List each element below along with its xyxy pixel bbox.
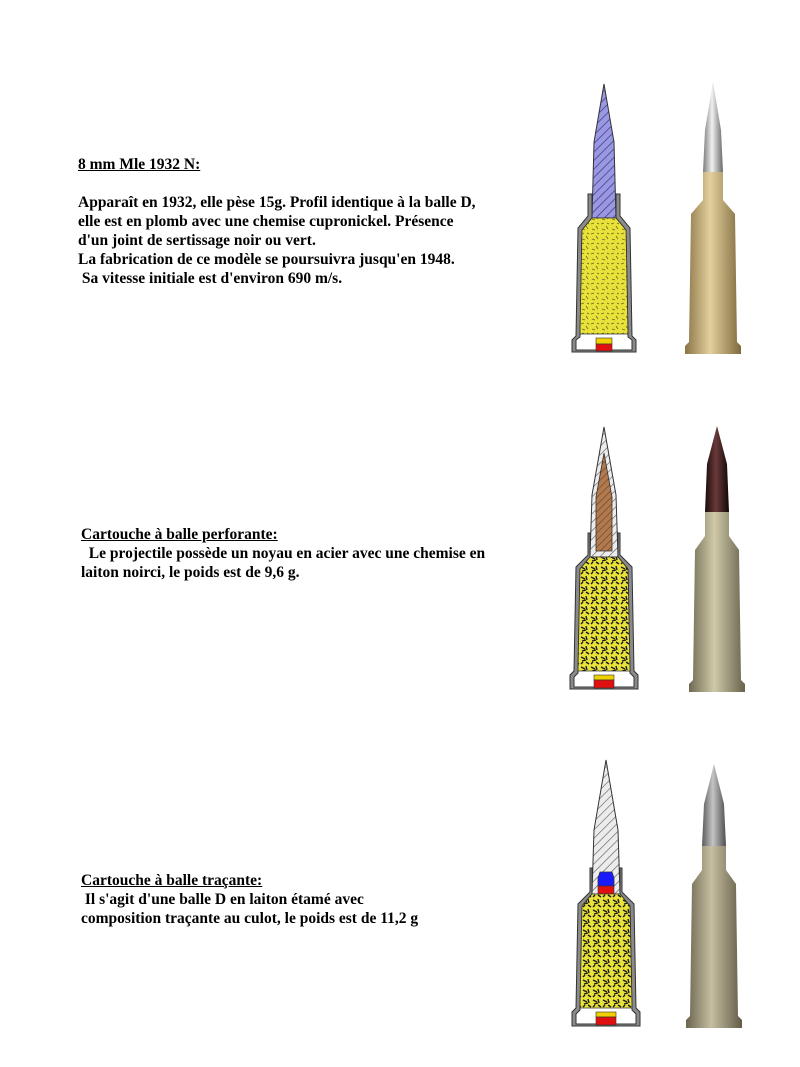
section-line: laiton noirci, le poids est de 9,6 g. (81, 564, 300, 581)
cutaway-tracante-diagram (572, 758, 642, 1028)
section-line: d'un joint de sertissage noir ou vert. (78, 232, 316, 249)
section-line: composition traçante au culot, le poids est de 11,2 g (81, 910, 419, 927)
section-1-text (78, 155, 476, 288)
cutaway-1932n-diagram (570, 82, 640, 357)
cartridge-1932n-photo (683, 80, 743, 360)
cutaway-perforante-diagram (570, 425, 640, 693)
section-title: Cartouche à balle perforante: (81, 526, 278, 543)
cartridge-perforante-photo (687, 424, 747, 694)
section-line: elle est en plomb avec une chemise cupronickel. Présence (78, 213, 454, 230)
section-title: Cartouche à balle traçante: (81, 872, 263, 889)
section-line: Le projectile possède un noyau en acier avec une chemise en (81, 545, 486, 562)
section-3-text (81, 871, 418, 928)
section-title: 8 mm Mle 1932 N: (78, 156, 201, 173)
cartridge-tracante-photo (684, 762, 744, 1030)
section-2-text (81, 525, 485, 582)
section-line: La fabrication de ce modèle se poursuivra jusqu'en 1948. (78, 251, 455, 268)
section-line: Apparaît en 1932, elle pèse 15g. Profil identique à la balle D, (78, 194, 476, 211)
section-line: Il s'agit d'une balle D en laiton étamé avec (81, 891, 364, 908)
section-line: Sa vitesse initiale est d'environ 690 m/s. (78, 270, 343, 287)
